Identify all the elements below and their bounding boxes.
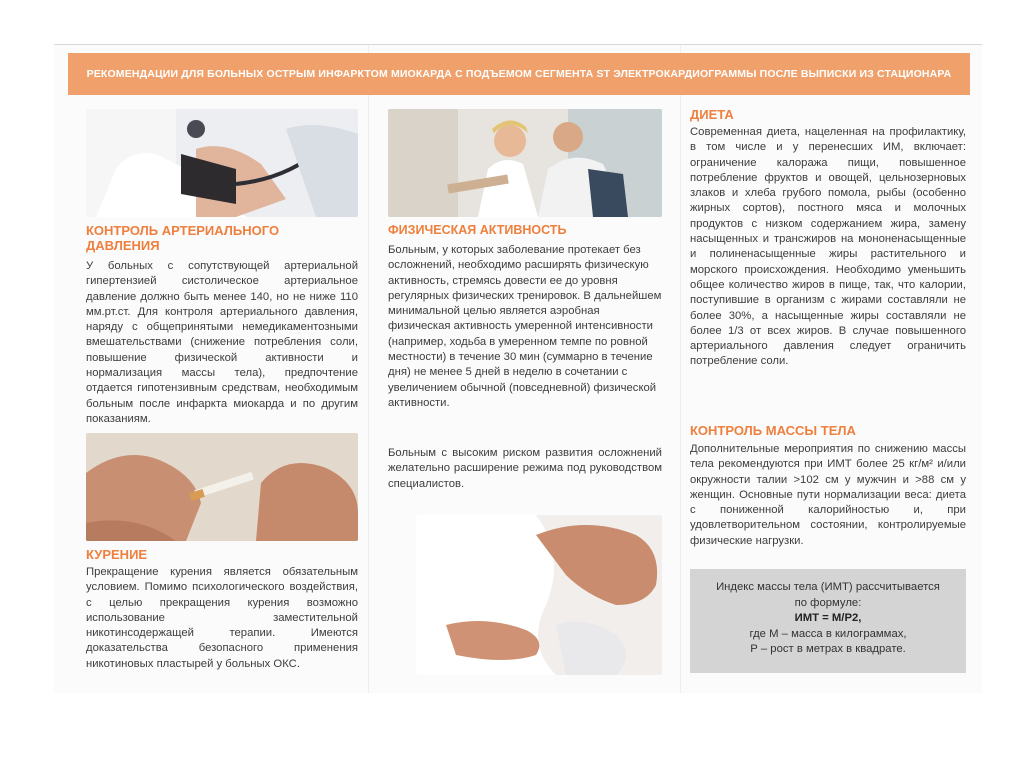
smoking-text: Прекращение курения является обязательным условием. Помимо психологического воздействия, с целью прекращения курения возможно использование заместительной никотинсодержащей терапии. Имеются доказательства безопасного применения никотиновых пластырей у больных ОКС. [86, 566, 358, 670]
weight-heading: КОНТРОЛЬ МАССЫ ТЕЛА [690, 423, 856, 438]
smoking-heading: КУРЕНИЕ [86, 547, 148, 562]
header-banner [68, 53, 970, 95]
bp-text: У больных с сопутствующей артериальной гипертензией систолическое артериальное давление должно быть менее 140, но не ниже 110 мм.рт.ст. Для контроля артериального давления, наряду с общепринятыми немедикаментозными вмешательствами (снижение потребления соли, повышение физической активности и нормализация массы тела), предпочтение отдается гипотензивным средствам, необходимым больным после инфаркта миокарда и по другим показаниям. [86, 260, 358, 425]
brochure-sheet [54, 44, 982, 693]
activity-heading: ФИЗИЧЕСКАЯ АКТИВНОСТЬ [388, 223, 567, 237]
diet-heading: ДИЕТА [690, 107, 734, 122]
weight-text: Дополнительные мероприятия по снижению массы тела рекомендуются при ИМТ более 25 кг/м² и/или окружности талии >102 см у мужчин и >88 см у женщин. Основные пути нормализации веса: диета с пониженной калорийностью и, при удовлетворительном состоянии, контролируемые физические нагрузки. [690, 443, 966, 547]
formula-line: где М – масса в килограммах, [749, 627, 907, 640]
exercise-photo [388, 109, 662, 217]
activity-text-2: Больным с высоким риском развития осложнений желательно расширение режима под руководством специалистов. [388, 447, 662, 490]
bp-heading: КОНТРОЛЬ АРТЕРИАЛЬНОГО ДАВЛЕНИЯ [86, 223, 280, 253]
activity-text-1: Больным, у которых заболевание протекает без осложнений, необходимо расширять физическую активность, стремясь довести ее до уровня регулярных физических тренировок. В дальнейшем минимальной целью является аэробная физическая активность умеренной интенсивности (например, ходьба в умеренном темпе по ровной местности) в течение 30 мин (суммарно в течение дня) не менее 5 дней в неделю в сочетании с увеличением обычной (повседневной) физической активности. [388, 244, 662, 409]
blood-pressure-photo [86, 109, 358, 217]
fold-line [680, 45, 681, 693]
formula-line: Р – рост в метрах в квадрате. [750, 643, 906, 655]
banner-title: РЕКОМЕНДАЦИИ ДЛЯ БОЛЬНЫХ ОСТРЫМ ИНФАРКТОМ МИОКАРДА С ПОДЪЕМОМ СЕГМЕНТА ST ЭЛЕКТРОКАРДИОГРАММЫ ПОСЛЕ ВЫПИСКИ ИЗ СТАЦИОНАРА [86, 68, 952, 80]
formula-line: по формуле: [794, 596, 862, 609]
smoking-photo [86, 433, 358, 541]
formula-expression: ИМТ = М/Р2, [794, 612, 862, 624]
diet-text: Современная диета, нацеленная на профилактику, в том числе и у перенесших ИМ, включает: ограничение калоража пищи, повышенное потребление фруктов и овощей, цельнозерновых злаков и хлеба грубого помола, рыбы (особенно жирных сортов), постного мяса и молочных продуктов с низком содержанием жира, замену насыщенных и трансжиров на мононенасыщенные и полиненасыщенные жиры растительного и морского происхождения. Необходимо уменьшить общее количество жиров в пище, так, что калории, поступившие в организм с жирами составляли не более 30%, а насыщенные жиры составляли не более 1/3 от всех жиров. В случае повышенного артериального давления следует ограничить потребление соли. [690, 126, 966, 368]
bmi-formula-box [690, 569, 966, 673]
formula-line: Индекс массы тела (ИМТ) рассчитывается [716, 581, 940, 593]
fold-line [368, 45, 369, 693]
patient-heart-photo [416, 515, 662, 675]
